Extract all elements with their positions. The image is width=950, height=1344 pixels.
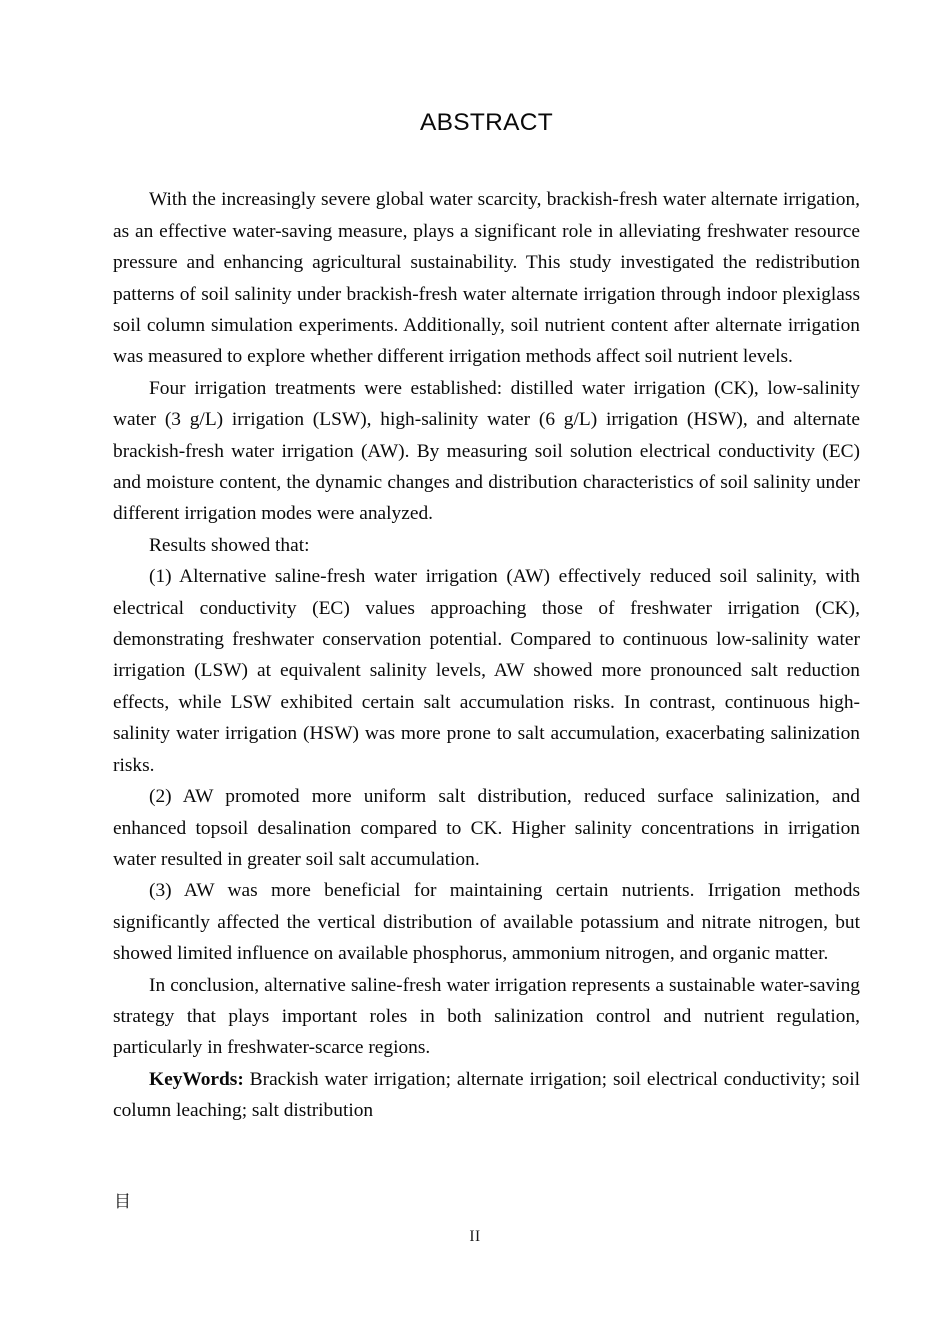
abstract-finding-2: (2) AW promoted more uniform salt distribution, reduced surface salinization, and enhanced topsoil desalination compared to CK. Higher salinity concentrations in irrigation water resulted in greater soil salt accumulation. (113, 786, 860, 870)
keywords-label: KeyWords: (149, 1068, 244, 1090)
abstract-finding-1: (1) Alternative saline-fresh water irrigation (AW) effectively reduced soil salinity, with electrical conductivity (EC) values approaching those of freshwater irrigation (CK), demonstrating freshwater conservation potential. Compared to continuous low-salinity water irrigation (LSW) at equivalent salinity levels, AW showed more pronounced salt reduction effects, while LSW exhibited certain salt accumulation risks. In contrast, continuous high-salinity water irrigation (HSW) was more prone to salt accumulation, exacerbating salinization risks. (113, 566, 860, 776)
page-title: ABSTRACT (419, 109, 554, 136)
page-number-footer: II (469, 1228, 481, 1245)
abstract-body (113, 184, 860, 1126)
keywords-line (113, 1064, 860, 1127)
abstract-paragraph-2: Four irrigation treatments were established: distilled water irrigation (CK), low-salinity water (3 g/L) irrigation (LSW), high-salinity water (6 g/L) irrigation (HSW), and alternate brackish-fresh water irrigation (AW). By measuring soil solution electrical conductivity (EC) and moisture content, the dynamic changes and distribution characteristics of soil salinity under different irrigation modes were analyzed. (113, 377, 860, 525)
abstract-results-lead: Results showed that: (149, 534, 310, 556)
page-content (113, 108, 860, 1127)
abstract-conclusion: In conclusion, alternative saline-fresh water irrigation represents a sustainable water-saving strategy that plays important roles in both salinization control and nutrient regulation, particularly in freshwater-scarce regions. (113, 974, 860, 1059)
abstract-finding-3: (3) AW was more beneficial for maintaining certain nutrients. Irrigation methods significantly affected the vertical distribution of available potassium and nitrate nitrogen, but showed limited influence on available phosphorus, ammonium nitrogen, and organic matter. (113, 880, 860, 965)
abstract-paragraph-1: With the increasingly severe global water scarcity, brackish-fresh water alternate irrigation, as an effective water-saving measure, plays a significant role in alleviating freshwater resource pressure and enhancing agricultural sustainability. This study investigated the redistribution patterns of soil salinity under brackish-fresh water alternate irrigation through indoor plexiglass soil column simulation experiments. Additionally, soil nutrient content after alternate irrigation was measured to explore whether different irrigation methods affect soil nutrient levels. (113, 189, 860, 368)
margin-cjk-mark: 目 (114, 1192, 131, 1212)
keywords-list: Brackish water irrigation; alternate irrigation; soil electrical conductivity; soil column leaching; salt distribution (113, 1068, 860, 1122)
